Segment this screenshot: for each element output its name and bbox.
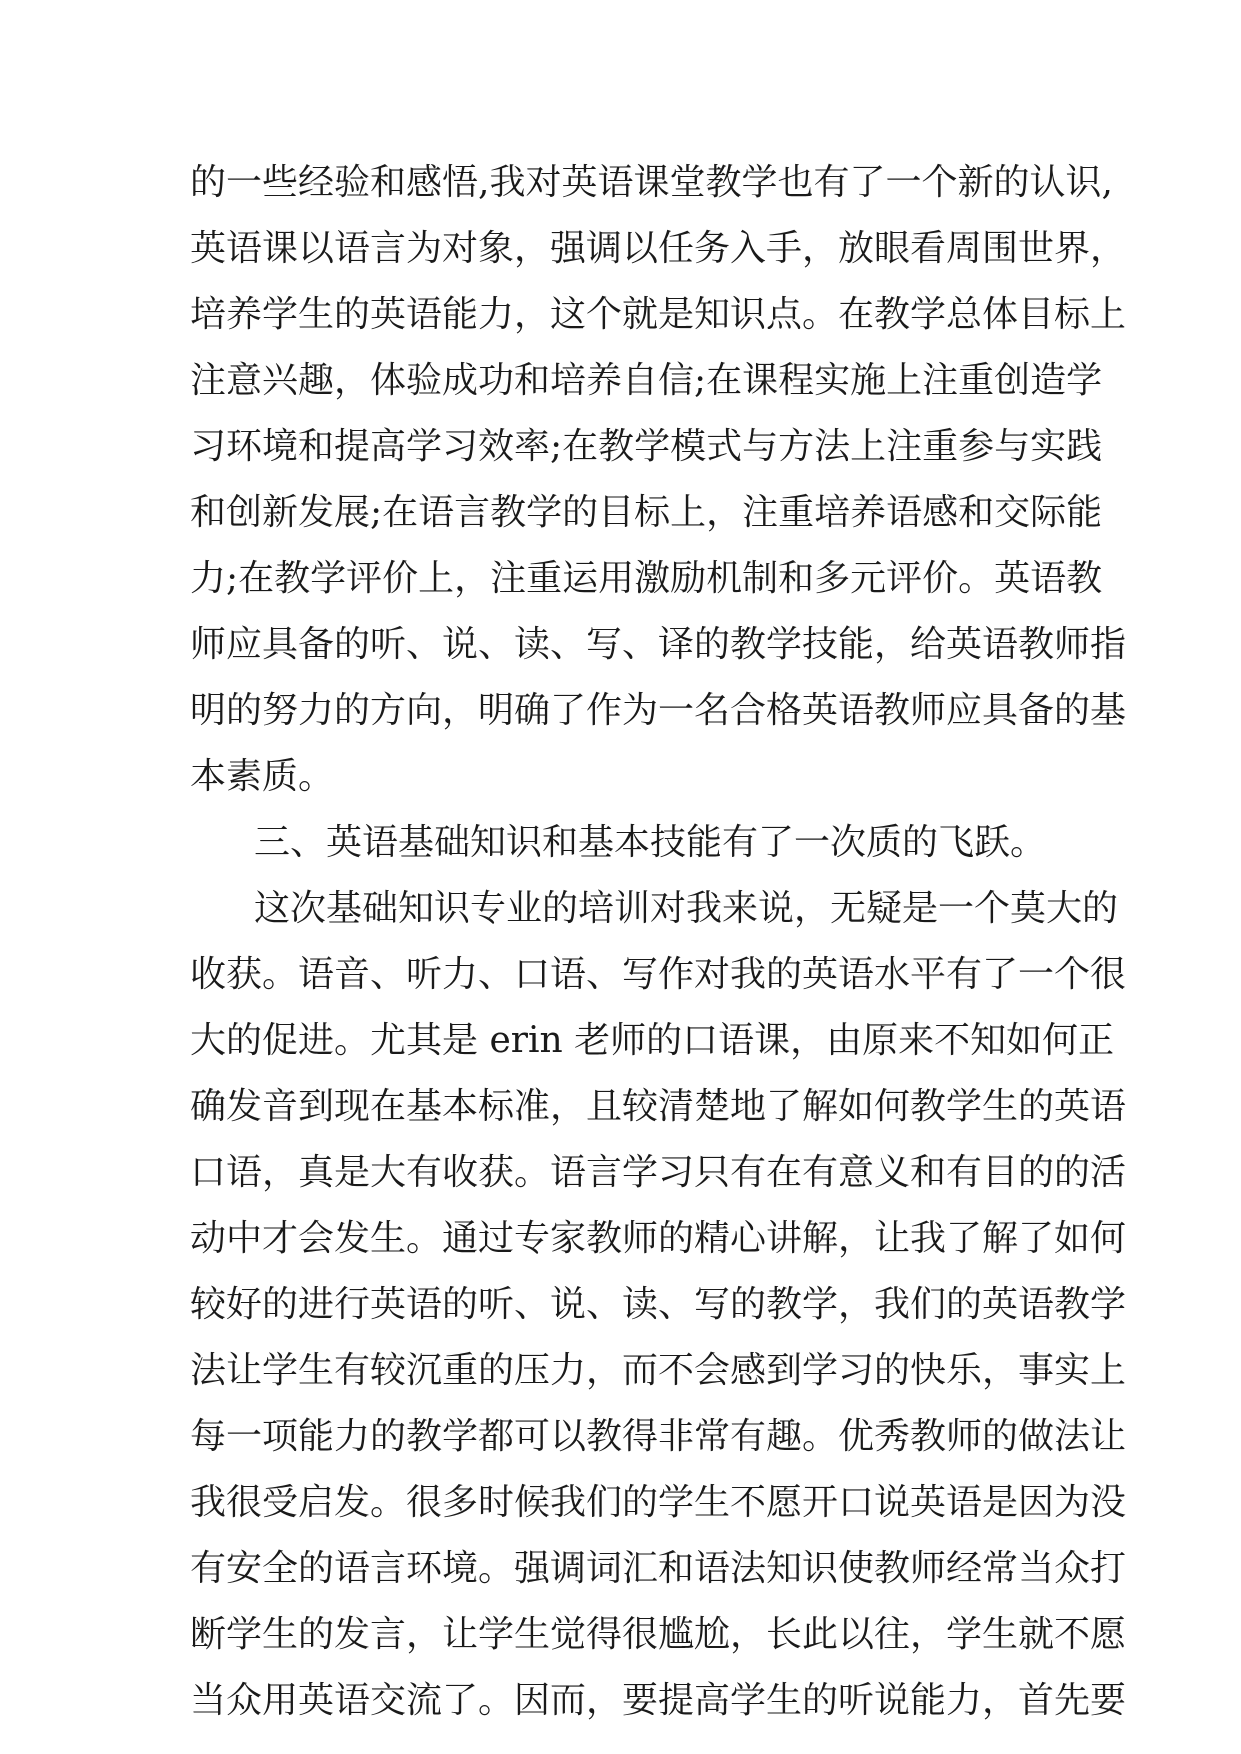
text-line: 每一项能力的教学都可以教得非常有趣。优秀教师的做法让 [190, 1416, 1127, 1457]
text-line: 口语，真是大有收获。语言学习只有在有意义和有目的的活 [190, 1152, 1127, 1193]
text-line: 明的努力的方向，明确了作为一名合格英语教师应具备的基 [190, 690, 1127, 731]
text-line: 断学生的发言，让学生觉得很尴尬，长此以往，学生就不愿 [190, 1614, 1127, 1655]
paragraph-first-line: 这次基础知识专业的培训对我来说，无疑是一个莫大的 [254, 888, 1119, 929]
text-line: 培养学生的英语能力，这个就是知识点。在教学总体目标上 [190, 294, 1127, 335]
text-line: 法让学生有较沉重的压力，而不会感到学习的快乐，事实上 [190, 1350, 1127, 1391]
section-heading: 三、英语基础知识和基本技能有了一次质的飞跃。 [254, 822, 1047, 863]
text-line: 习环境和提高学习效率;在教学模式与方法上注重参与实践 [190, 426, 1103, 467]
text-line: 力;在教学评价上，注重运用激励机制和多元评价。英语教 [190, 558, 1103, 599]
text-line: 大的促进。尤其是 erin 老师的口语课，由原来不知如何正 [190, 1020, 1115, 1061]
text-line: 师应具备的听、说、读、写、译的教学技能，给英语教师指 [190, 624, 1127, 665]
text-line: 我很受启发。很多时候我们的学生不愿开口说英语是因为没 [190, 1482, 1127, 1523]
text-line: 收获。语音、听力、口语、写作对我的英语水平有了一个很 [190, 954, 1127, 995]
text-line: 注意兴趣，体验成功和培养自信;在课程实施上注重创造学 [190, 360, 1103, 401]
text-line: 和创新发展;在语言教学的目标上，注重培养语感和交际能 [190, 492, 1103, 533]
text-line: 当众用英语交流了。因而，要提高学生的听说能力，首先要 [190, 1680, 1127, 1721]
text-line: 有安全的语言环境。强调词汇和语法知识使教师经常当众打 [190, 1548, 1127, 1589]
text-line: 英语课以语言为对象，强调以任务入手，放眼看周围世界， [190, 228, 1127, 269]
text-line: 确发音到现在基本标准，且较清楚地了解如何教学生的英语 [190, 1086, 1127, 1127]
text-line: 的一些经验和感悟,我对英语课堂教学也有了一个新的认识, [190, 162, 1113, 203]
document-body [190, 150, 1127, 1734]
text-line: 本素质。 [190, 756, 335, 797]
text-line: 动中才会发生。通过专家教师的精心讲解，让我了解了如何 [190, 1218, 1127, 1259]
text-line: 较好的进行英语的听、说、读、写的教学，我们的英语教学 [190, 1284, 1127, 1325]
